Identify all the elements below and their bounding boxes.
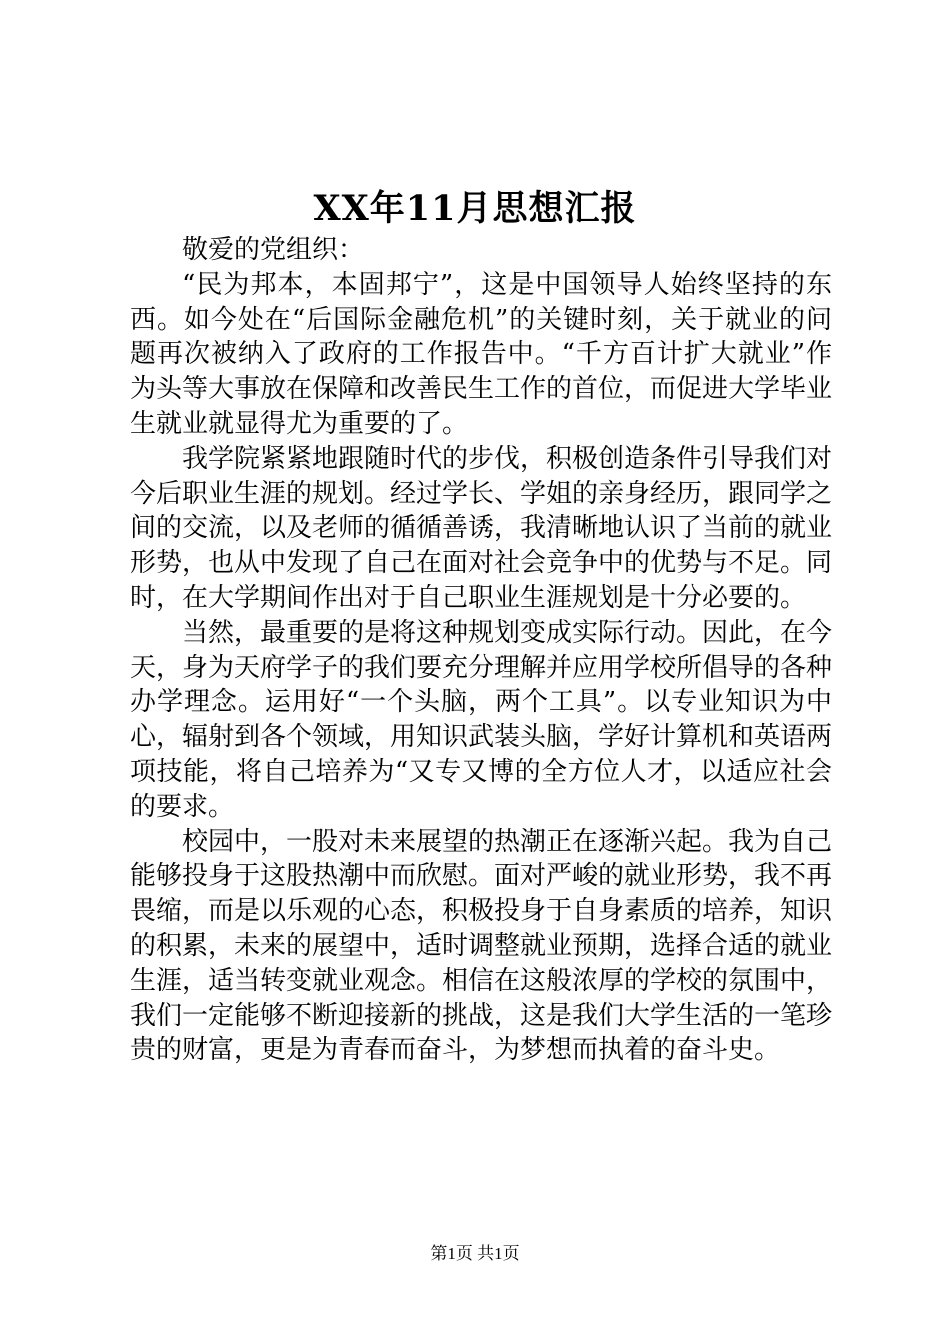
salutation: 敬爱的党组织： — [182, 235, 365, 265]
paragraph-1: “民为邦本，本固邦宁”，这是中国领导人始终坚持的东西。如今处在“后国际金融危机”的关键时刻，关于就业的问题再次被纳入了政府的工作报告中。“千方百计扩大就业”作为头等大事放在保障和改善民生工作的首位，而促进大学毕业生就业就显得尤为重要的了。 — [130, 269, 833, 439]
paragraph-4: 校园中，一股对未来展望的热潮正在逐渐兴起。我为自己能够投身于这股热潮中而欣慰。面对严峻的就业形势，我不再畏缩，而是以乐观的心态，积极投身于自身素质的培养，知识的积累，未来的展望中，适时调整就业预期，选择合适的就业生涯，适当转变就业观念。相信在这般浓厚的学校的氛围中，我们一定能够不断迎接新的挑战，这是我们大学生活的一笔珍贵的财富，更是为青春而奋斗，为梦想而执着的奋斗史。 — [130, 826, 833, 1066]
document-title: XX年11月思想汇报 — [313, 188, 637, 229]
paragraph-2: 我学院紧紧地跟随时代的步伐，积极创造条件引导我们对今后职业生涯的规划。经过学长、学姐的亲身经历，跟同学之间的交流，以及老师的循循善诱，我清晰地认识了当前的就业形势，也从中发现了自己在面对社会竞争中的优势与不足。同时，在大学期间作出对于自己职业生涯规划是十分必要的。 — [130, 443, 833, 613]
document-body — [130, 233, 832, 1068]
paragraph-3: 当然，最重要的是将这种规划变成实际行动。因此，在今天，身为天府学子的我们要充分理解并应用学校所倡导的各种办学理念。运用好“一个头脑，两个工具”。以专业知识为中心，辐射到各个领域，用知识武装头脑，学好计算机和英语两项技能，将自己培养为“又专又博的全方位人才，以适应社会的要求。 — [130, 617, 833, 822]
page-footer: 第1页 共1页 — [430, 1244, 520, 1263]
